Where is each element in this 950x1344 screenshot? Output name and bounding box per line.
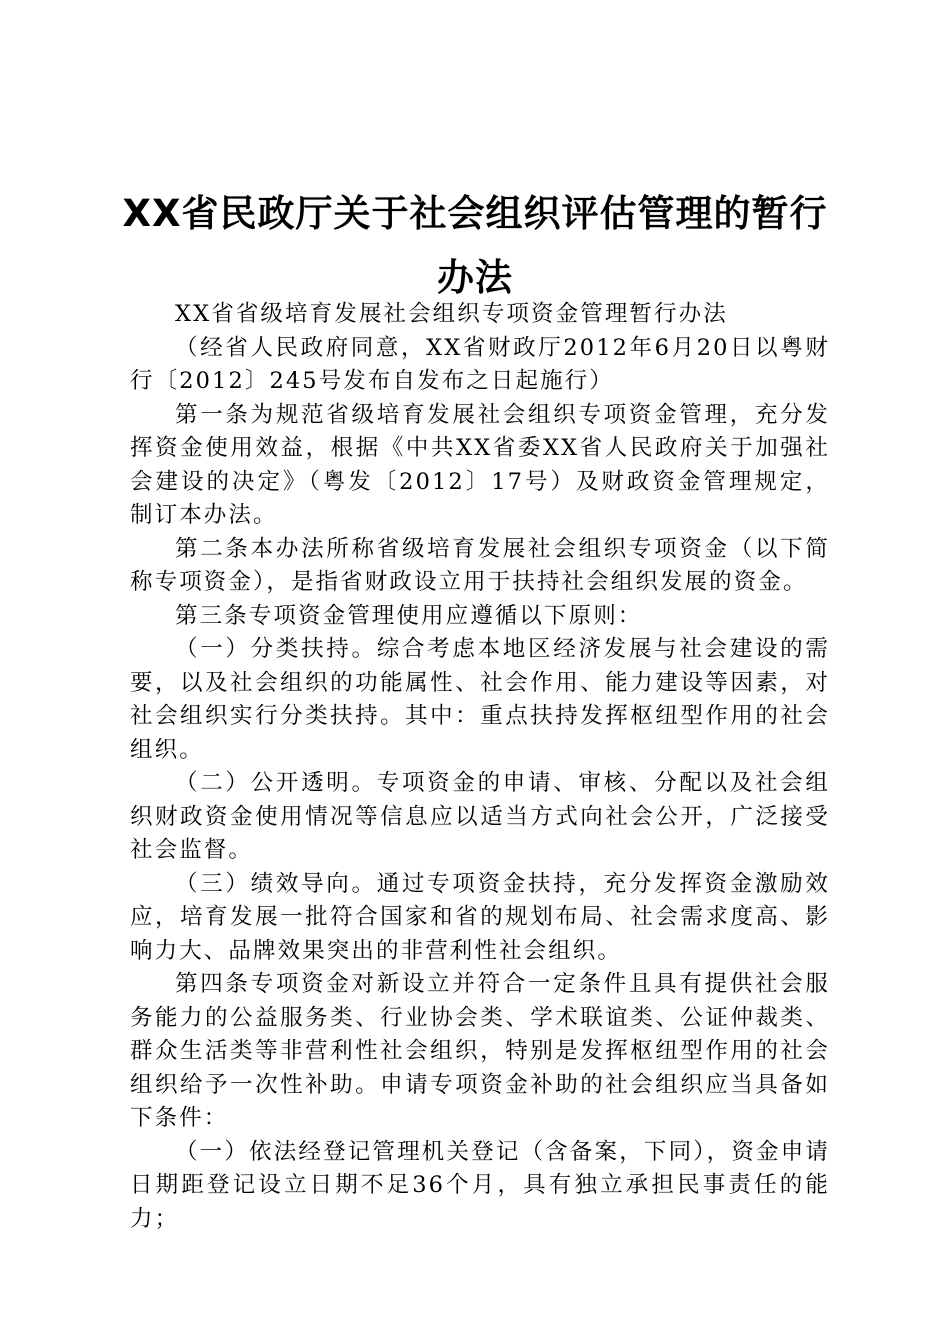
publication-note: （经省人民政府同意，XX省财政厅2012年6月20日以粤财行〔2012〕245号发布自发布之日起施行） (130, 334, 830, 394)
article-3-item-2: （二）公开透明。专项资金的申请、审核、分配以及社会组织财政资金使用情况等信息应以适当方式向社会公开，广泛接受社会监督。 (130, 770, 830, 863)
article-3-item-3: （三）绩效导向。通过专项资金扶持，充分发挥资金激励效应，培育发展一批符合国家和省的规划布局、社会需求度高、影响力大、品牌效果突出的非营利性社会组织。 (130, 870, 830, 964)
article-2: 第二条本办法所称省级培育发展社会组织专项资金（以下简称专项资金），是指省财政设立用于扶持社会组织发展的资金。 (130, 535, 830, 595)
article-3-item-1: （一）分类扶持。综合考虑本地区经济发展与社会建设的需要，以及社会组织的功能属性、社会作用、能力建设等因素，对社会组织实行分类扶持。其中：重点扶持发挥枢纽型作用的社会组织。 (130, 636, 830, 763)
article-4: 第四条专项资金对新设立并符合一定条件且具有提供社会服务能力的公益服务类、行业协会类、学术联谊类、公证仲裁类、群众生活类等非营利性社会组织，特别是发挥枢纽型作用的社会组织给予一次性补助。申请专项资金补助的社会组织应当具备如下条件： (130, 971, 830, 1131)
article-4-item-1: （一）依法经登记管理机关登记（含备案，下同），资金申请日期距登记设立日期不足36个月，具有独立承担民事责任的能力； (130, 1138, 830, 1232)
document-subtitle: XX省省级培育发展社会组织专项资金管理暂行办法 (175, 301, 728, 327)
article-1: 第一条为规范省级培育发展社会组织专项资金管理，充分发挥资金使用效益，根据《中共XX省委XX省人民政府关于加强社会建设的决定》（粤发〔2012〕17号）及财政资金管理规定，制订本办法。 (130, 401, 830, 528)
document-body (130, 298, 830, 1236)
document-title: XX省民政厅关于社会组织评估管理的暂行办法 (122, 192, 828, 299)
article-3: 第三条专项资金管理使用应遵循以下原则： (175, 602, 643, 629)
